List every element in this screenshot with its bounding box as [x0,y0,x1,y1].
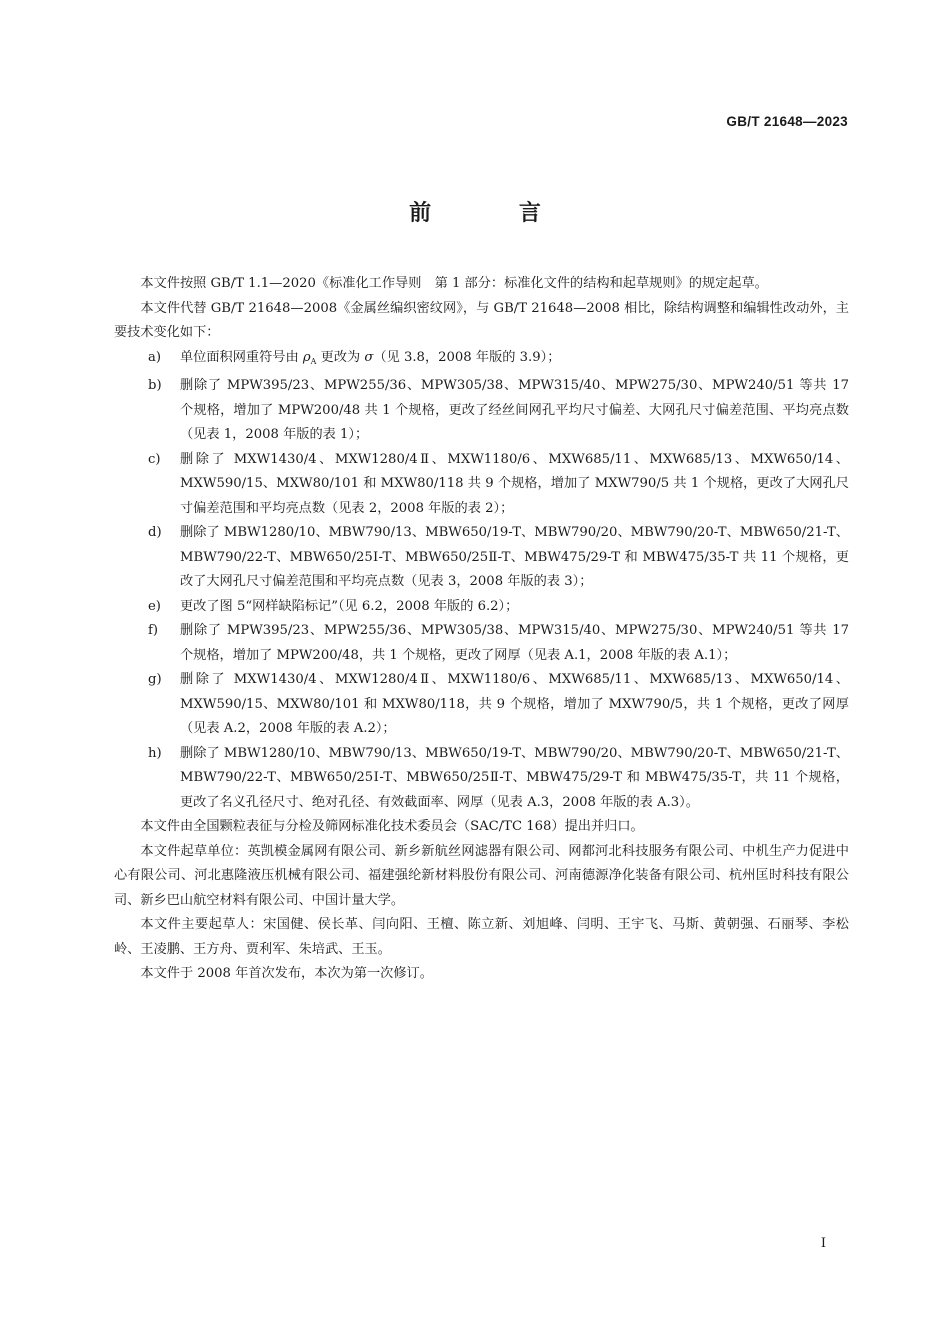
list-item-text: 删除了 MPW395/23、MPW255/36、MPW305/38、MPW315/40、MPW275/30、MPW240/51 等共 17 个规格，增加了 MPW200/48，共 1 个规格，更改了网厚（见表 A.1，2008 年版的表 A.1）； [180,623,849,663]
list-item-text: 单位面积网重符号由 [180,349,303,365]
list-item-label: g) [148,672,162,687]
document-body [114,272,849,987]
list-item-text: 删除了 MXW1430/4、MXW1280/4Ⅱ、MXW1180/6、MXW685/11、MXW685/13、MXW650/14、MXW590/15、MXW80/101 和 MXW80/118 共 9 个规格，增加了 MXW790/5 共 1 个规格，更改了大网孔尺寸偏差范围和平均亮点数（见表 2，2008 年版的表 2）； [180,451,849,516]
list-item [114,448,849,522]
list-item [114,595,849,620]
list-item-text: 更改为 [316,349,365,365]
list-item-text: 删除了 MBW1280/10、MBW790/13、MBW650/19-T、MBW790/20、MBW790/20-T、MBW650/21-T、MBW790/22-T、MBW650/25Ⅰ-T、MBW650/25Ⅱ-T、MBW475/29-T 和 MBW475/35-T，共 11 个规格，更改了名义孔径尺寸、绝对孔径、有效截面率、网厚（见表 A.3，2008 年版的表 A.3）。 [180,745,849,810]
paragraph-proposer: 本文件由全国颗粒表征与分检及筛网标准化技术委员会（SAC/TC 168）提出并归口。 [140,819,644,834]
list-item [114,346,849,375]
list-item-label: a) [148,349,162,365]
list-item-text: 删除了 MXW1430/4、MXW1280/4Ⅱ、MXW1180/6、MXW685/11、MXW685/13、MXW650/14、MXW590/15、MXW80/101 和 MXW80/118，共 9 个规格，增加了 MXW790/5，共 1 个规格，更改了网厚（见表 A.2，2008 年版的表 A.2）； [180,672,849,736]
list-item-text: 更改了图 5“网样缺陷标记”（见 6.2，2008 年版的 6.2）； [180,598,519,614]
list-item [114,374,849,448]
list-item-label: d) [148,525,162,540]
list-item-label: h) [148,745,162,761]
paragraph-drafting-units: 本文件起草单位：英凯模金属网有限公司、新乡新航丝网滤器有限公司、网都河北科技服务有限公司、中机生产力促进中心有限公司、河北惠隆液压机械有限公司、福建强纶新材料股份有限公司、河南德源净化装备有限公司、杭州匡时科技有限公司、新乡巴山航空材料有限公司、中国计量大学。 [114,843,849,908]
list-item-label: b) [148,378,162,393]
paragraph-history: 本文件于 2008 年首次发布，本次为第一次修订。 [140,966,433,981]
list-item-label: e) [148,598,161,614]
symbol-rho-subscript: A [310,356,317,366]
list-item [114,668,849,742]
list-item-label: f) [148,623,159,638]
symbol-rho: ρ [302,349,311,365]
symbol-sigma: σ [364,349,374,365]
list-item [114,742,849,816]
list-item-text: 删除了 MBW1280/10、MBW790/13、MBW650/19-T、MBW790/20、MBW790/20-T、MBW650/21-T、MBW790/22-T、MBW650/25Ⅰ-T、MBW650/25Ⅱ-T、MBW475/29-T 和 MBW475/35-T 共 11 个规格，更改了大网孔尺寸偏差范围和平均亮点数（见表 3，2008 年版的表 3）； [180,525,849,589]
list-item-label: c) [148,451,161,467]
page-number: I [820,1236,826,1251]
list-item [114,619,849,668]
list-item-text: 删除了 MPW395/23、MPW255/36、MPW305/38、MPW315/40、MPW275/30、MPW240/51 等共 17 个规格，增加了 MPW200/48 共 1 个规格，更改了经丝间网孔平均尺寸偏差、大网孔尺寸偏差范围、平均亮点数（见表 1，2008 年版的表 1）； [180,378,849,442]
paragraph-drafters: 本文件主要起草人：宋国健、侯长革、闫向阳、王檀、陈立新、刘旭峰、闫明、王宇飞、马斯、黄朝强、石丽琴、李松岭、王凌鹏、王方舟、贾利军、朱培武、王玉。 [114,917,849,957]
standard-code: GB/T 21648—2023 [726,114,848,129]
changes-list [114,346,849,816]
paragraph-replacement: 本文件代替 GB/T 21648—2008《金属丝编织密纹网》，与 GB/T 21648—2008 相比，除结构调整和编辑性改动外，主要技术变化如下： [114,300,849,340]
list-item-text: （见 3.8，2008 年版的 3.9）； [373,349,561,365]
list-item [114,521,849,595]
page-title: 前 言 [409,201,581,226]
paragraph-drafting-basis: 本文件按照 GB/T 1.1—2020《标准化工作导则 第 1 部分：标准化文件的结构和起草规则》的规定起草。 [140,276,768,291]
